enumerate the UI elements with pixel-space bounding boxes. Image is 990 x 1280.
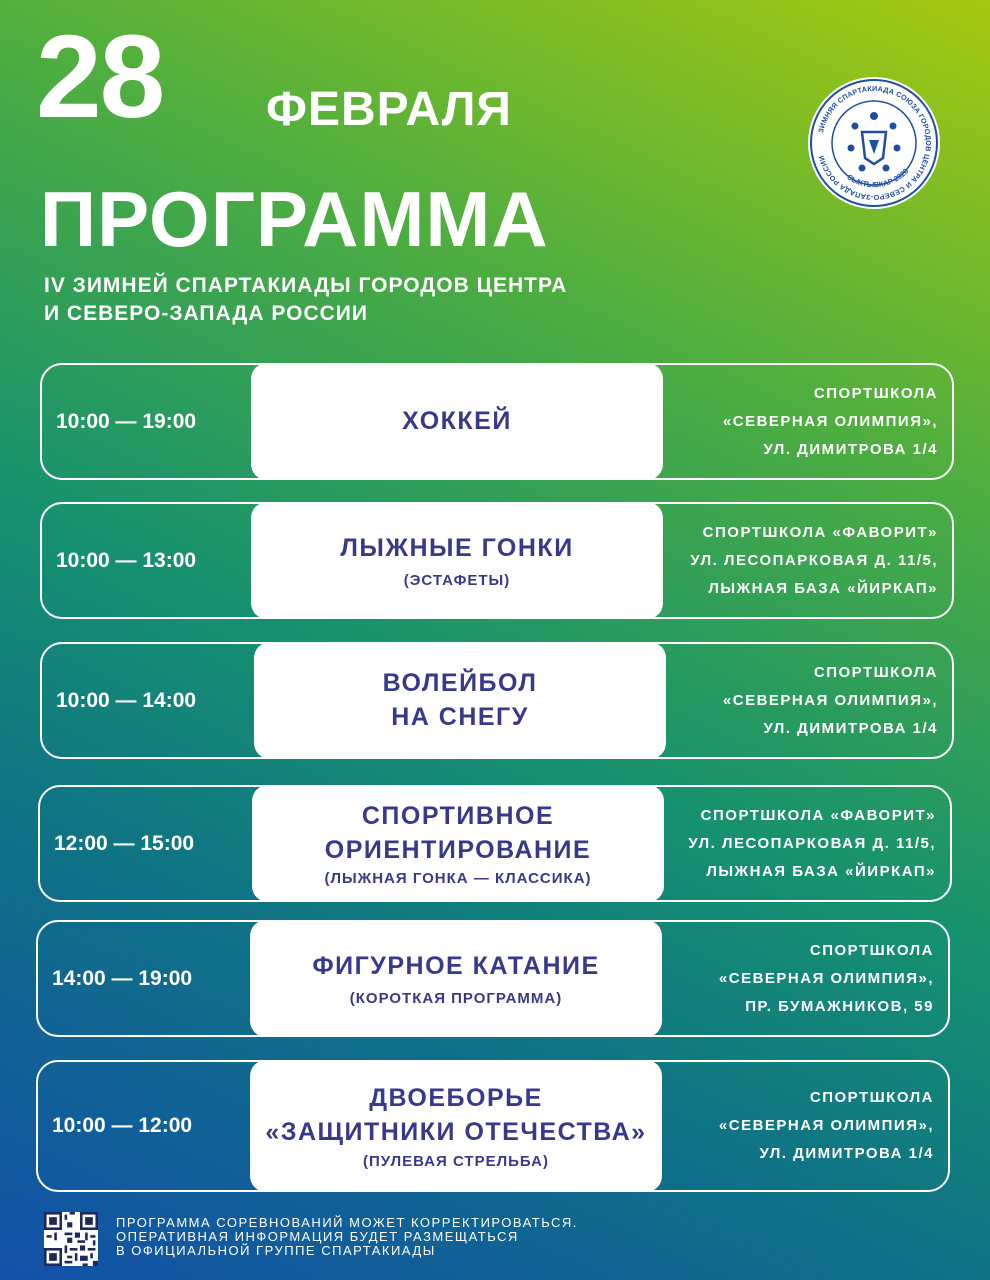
venue-line: УЛ. ДИМИТРОВА 1/4 [763, 440, 938, 458]
event-time: 10:00 — 13:00 [56, 548, 197, 572]
event-time: 10:00 — 12:00 [52, 1114, 193, 1137]
venue-line: «СЕВЕРНАЯ ОЛИМПИЯ», [722, 412, 938, 430]
venue-line: СПОРТШКОЛА [813, 384, 938, 402]
venue-line: СПОРТШКОЛА [813, 663, 938, 681]
event-row [36, 920, 950, 1037]
event-card [251, 502, 663, 619]
logo-bottom-text: СЫКТЫВКАР 2026 [845, 166, 911, 190]
venue-line: УЛ. ЛЕСОПАРКОВАЯ Д. 11/5, [690, 551, 938, 569]
event-venue [690, 504, 938, 617]
event-time: 14:00 — 19:00 [52, 966, 193, 990]
event-note: (ЭСТАФЕТЫ) [403, 571, 511, 589]
venue-line: «СЕВЕРНАЯ ОЛИМПИЯ», [718, 1117, 934, 1134]
footer-line-1: ПРОГРАММА СОРЕВНОВАНИЙ МОЖЕТ КОРРЕКТИРОВАТЬСЯ. [116, 1215, 578, 1230]
logo-ring-text: ЗИМНЯЯ СПАРТАКИАДА СОЮЗА ГОРОДОВ ЦЕНТРА И СЕВЕРО-ЗАПАДА РОССИИ [816, 83, 934, 203]
footer-notice [116, 1216, 578, 1258]
venue-line: «СЕВЕРНАЯ ОЛИМПИЯ», [718, 969, 934, 987]
event-sport: НА СНЕГУ [391, 702, 529, 731]
event-note: (ПУЛЕВАЯ СТРЕЛЬБА) [363, 1153, 549, 1171]
date-month: ФЕВРАЛЯ [266, 83, 512, 136]
event-note: (ЛЫЖНАЯ ГОНКА — КЛАССИКА) [324, 869, 592, 887]
page-subtitle [44, 272, 567, 329]
event-card [252, 785, 664, 902]
event-venue [723, 644, 938, 757]
event-venue [723, 365, 938, 478]
event-row [38, 785, 952, 902]
spartakiad-emblem-logo [807, 76, 941, 210]
venue-line: УЛ. ДИМИТРОВА 1/4 [763, 719, 938, 737]
event-card [254, 642, 666, 759]
event-sport: СПОРТИВНОЕ [361, 802, 555, 831]
event-row [40, 363, 954, 480]
event-row [40, 642, 954, 759]
event-card [250, 1060, 662, 1192]
venue-line: ЛЫЖНАЯ БАЗА «ЙИРКАП» [706, 862, 936, 880]
venue-line: СПОРТШКОЛА [809, 1089, 934, 1106]
event-sport: ЛЫЖНЫЕ ГОНКИ [340, 534, 574, 563]
qr-code-icon[interactable] [44, 1212, 98, 1266]
event-sport: «ЗАЩИТНИКИ ОТЕЧЕСТВА» [265, 1117, 647, 1146]
event-card [250, 920, 662, 1037]
event-venue [688, 787, 936, 900]
event-row [40, 502, 954, 619]
venue-line: ПР. БУМАЖНИКОВ, 59 [745, 997, 934, 1015]
venue-line: ЛЫЖНАЯ БАЗА «ЙИРКАП» [708, 579, 938, 597]
event-note: (КОРОТКАЯ ПРОГРАММА) [349, 989, 563, 1007]
footer-line-3: В ОФИЦИАЛЬНОЙ ГРУППЕ СПАРТАКИАДЫ [116, 1243, 436, 1258]
subtitle-line-2: И СЕВЕРО-ЗАПАДА РОССИИ [44, 302, 368, 326]
venue-line: УЛ. ЛЕСОПАРКОВАЯ Д. 11/5, [688, 834, 936, 852]
venue-line: СПОРТШКОЛА «ФАВОРИТ» [702, 523, 938, 541]
event-sport: ОРИЕНТИРОВАНИЕ [324, 836, 592, 864]
event-sport: ВОЛЕЙБОЛ [382, 668, 538, 697]
venue-line: СПОРТШКОЛА [809, 941, 934, 959]
date-day: 28 [36, 11, 164, 143]
event-time: 10:00 — 19:00 [56, 409, 197, 433]
event-sport: ДВОЕБОРЬЕ [369, 1083, 543, 1112]
venue-line: УЛ. ДИМИТРОВА 1/4 [759, 1145, 934, 1162]
event-venue [719, 1062, 934, 1190]
event-time: 12:00 — 15:00 [54, 831, 195, 855]
footer-line-2: ОПЕРАТИВНАЯ ИНФОРМАЦИЯ БУДЕТ РАЗМЕЩАТЬСЯ [116, 1229, 519, 1244]
event-sport: ХОККЕЙ [402, 406, 512, 435]
page-title: ПРОГРАММА [40, 175, 549, 263]
event-row [36, 1060, 950, 1192]
venue-line: СПОРТШКОЛА «ФАВОРИТ» [700, 806, 936, 824]
event-card [251, 363, 663, 480]
subtitle-line-1: IV ЗИМНЕЙ СПАРТАКИАДЫ ГОРОДОВ ЦЕНТРА [44, 274, 568, 297]
event-venue [719, 922, 934, 1035]
event-sport: ФИГУРНОЕ КАТАНИЕ [312, 952, 600, 981]
event-time: 10:00 — 14:00 [56, 688, 197, 712]
venue-line: «СЕВЕРНАЯ ОЛИМПИЯ», [722, 691, 938, 709]
